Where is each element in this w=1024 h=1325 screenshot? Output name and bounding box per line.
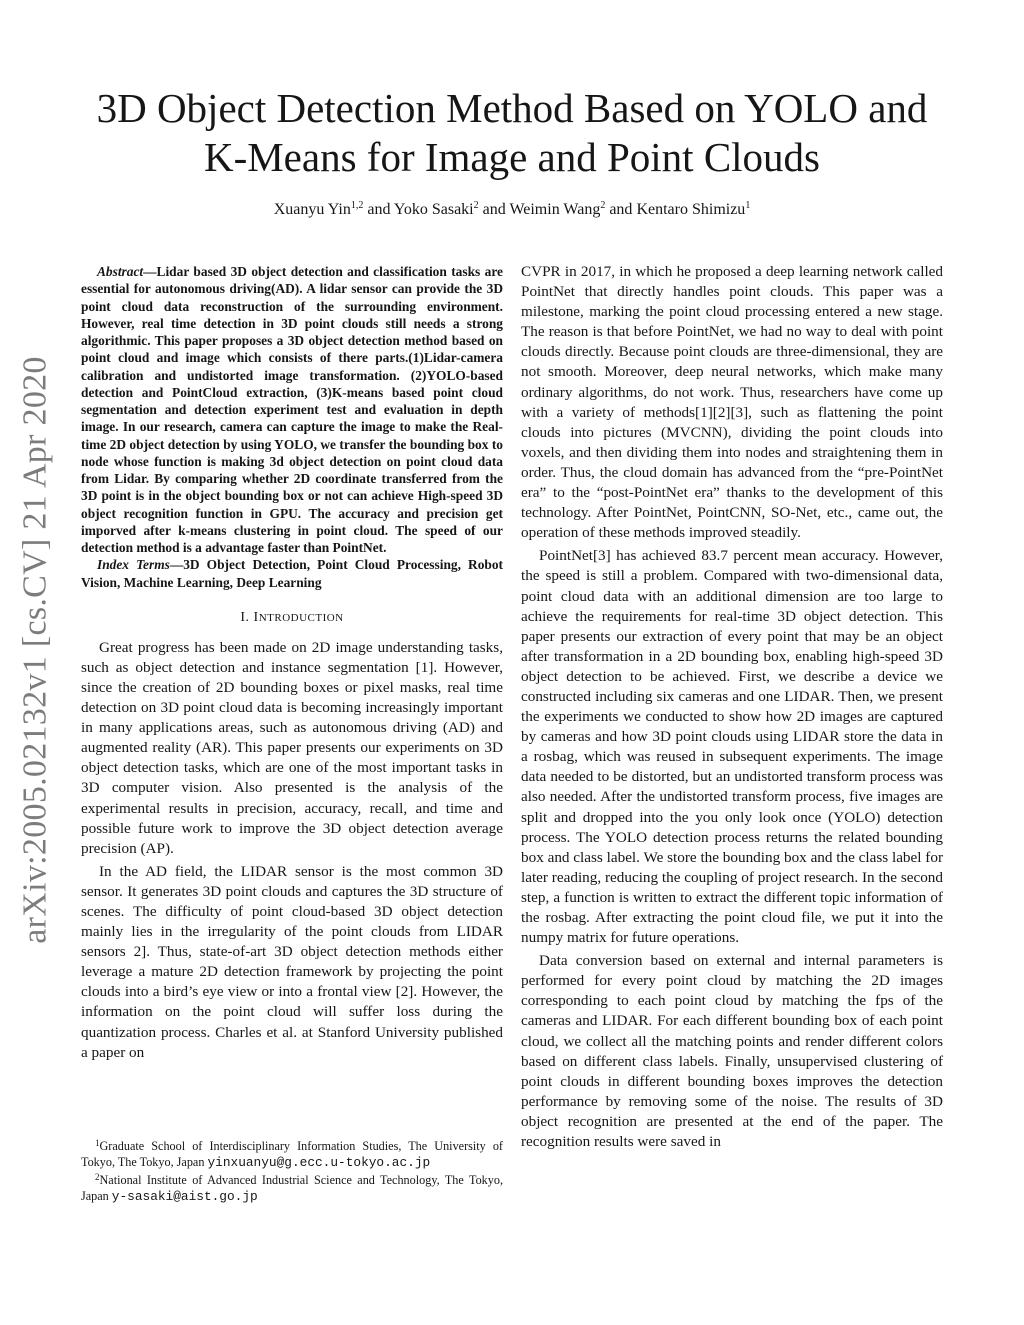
paragraph: PointNet[3] has achieved 83.7 percent mean accuracy. However, the speed is still a problem. Compared with two-dimensional data, point cloud data with an additional dimension are too large to achieve the requirements for real-time 3D object detection. This paper presents our extraction of every point that may be an object after transformation in a 2D bounding box, enabling high-speed 3D object detection to be achieved. First, we describe a device we constructed including six cameras and one LIDAR. Then, we present the experiments we conducted to show how 2D images are captured by cameras and how 3D point clouds using LIDAR store the data in a rosbag, which was reused in subsequent experiments. The image data needed to be distorted, but an undistorted transform process was also needed. After the undistorted transform process, five images are split and dropped into the you only look once (YOLO) detection process. The YOLO detection process returns the related bounding box and class label. We store the bounding box and the class label for later reading, reducing the coupling of project research. In the second step, a function is written to extract the different topic information of the rosbag. After extracting the point cloud file, we put it into the numpy matrix for future operations.	[521, 547, 943, 947]
paragraph: In the AD field, the LIDAR sensor is the most common 3D sensor. It generates 3D point clouds and captures the 3D structure of scenes. The difficulty of point cloud-based 3D object detection mainly lies in the irregularity of the point clouds from LIDAR sensors 2]. Thus, state-of-art 3D object detection methods either leverage a mature 2D detection framework by projecting the point clouds into a bird’s eye view or into a frontal view [2]. However, the information on the point cloud will suffer loss during the quantization process. Charles et al. at Stanford University published a paper on	[81, 862, 503, 1061]
section-title-rest: NTRODUCTION	[258, 611, 344, 624]
author-4-affiliation: 1	[745, 200, 751, 211]
paragraph: Data conversion based on external and internal parameters is performed for every point cloud by matching the 2D images corresponding to each point cloud by matching the fps of the cameras and LIDAR. For each different bounding box of each point cloud, we collect all the matching points and render different colors based on different class labels. Finally, unsupervised clustering of point clouds in different bounding boxes improves the detection performance by removing some of the noise. The results of 3D object recognition are presented at the end of the paper. The recognition results were saved in	[521, 952, 943, 1151]
arxiv-id-text: arXiv:2005.02132v1 [cs.CV] 21 Apr 2020	[17, 356, 54, 944]
author-1-affiliation: 1,2	[350, 200, 364, 211]
abstract-label: Abstract	[97, 264, 144, 279]
footnote-1	[81, 1138, 503, 1172]
section-heading-introduction	[81, 610, 503, 626]
index-terms-text: —3D Object Detection, Point Cloud Processing, Robot Vision, Machine Learning, Deep Learning	[81, 557, 503, 590]
footnote-1-text: Graduate School of Interdisciplinary Information Studies, The University of Tokyo, The Tokyo, Japan	[81, 1139, 503, 1170]
section-numeral: I.	[240, 609, 254, 625]
index-terms	[81, 556, 503, 591]
paragraph: Great progress has been made on 2D image understanding tasks, such as object detection and instance segmentation [1]. However, since the creation of 2D bounding boxes or pixel masks, real time detection on 3D point cloud data is becoming increasingly important in many applications areas, such as autonomous driving (AD) and augmented reality (AR). This paper presents our experiments on 3D object detection tasks, which are one of the most important tasks in 3D computer vision. Also presented is the analysis of the experimental results in precision, accuracy, recall, and time and possible future work to improve the 3D object detection average precision (AP).	[81, 638, 503, 857]
author-1: Xuanyu Yin	[273, 201, 351, 218]
paper-title	[60, 84, 964, 182]
abstract-text: —Lidar based 3D object detection and classification tasks are essential for autonomous driving(AD). A lidar sensor can provide the 3D point cloud data reconstruction of the surrounding environment. However, real time detection in 3D point clouds still needs a strong algorithmic. This paper proposes a 3D object detection method based on point cloud and image which consists of there parts.(1)Lidar-camera calibration and undistorted image transformation. (2)YOLO-based detection and PointCloud extraction, (3)K-means based point cloud segmentation and detection experiment test and evaluation in depth image. In our research, camera can capture the image to make the Real-time 2D object detection by using YOLO, we transfer the bounding box to node whose function is making 3d object detection on point cloud data from Lidar. By comparing whether 2D coordinate transferred from the 3D point is in the object bounding box or not can achieve High-speed 3D object recognition function in GPU. The accuracy and precision get imporved after k-means clustering in point cloud. The speed of our detection method is a advantage faster than PointNet.	[81, 264, 503, 555]
paragraph: CVPR in 2017, in which he proposed a deep learning network called PointNet that directly handles point clouds. This paper was a milestone, marking the point cloud processing entered a new stage. The reason is that before PointNet, we had no way to deal with point clouds directly. Because point clouds are three-dimensional, they are not smooth. Moreover, deep neural networks, which make many ordinary algorithms, do not work. Thus, researchers have come up with a variety of methods[1][2][3], such as flattening the point clouds into pictures (MVCNN), dividing the point clouds into voxels, and then dividing them into nodes and straightening them in order. Thus, the cloud domain has advanced from the “pre-PointNet era” to the “post-PointNet era” thanks to the development of this technology. After PointNet, PointCNN, SO-Net, etc., came out, the operation of these methods improved steadily.	[521, 263, 943, 542]
left-column	[81, 263, 503, 1063]
author-2-affiliation: 2	[473, 200, 479, 211]
section-first-letter: I	[253, 609, 259, 625]
author-separator: and	[605, 201, 637, 218]
author-separator: and	[478, 201, 510, 218]
footnote-2-text: National Institute of Advanced Industrial Science and Technology, The Tokyo, Japan	[81, 1172, 503, 1204]
abstract	[81, 263, 503, 556]
author-separator: and	[363, 201, 394, 218]
footnotes	[81, 1138, 503, 1206]
title-line-1: 3D Object Detection Method Based on YOLO and	[96, 85, 928, 131]
author-list	[60, 201, 964, 219]
author-3: Weimin Wang	[509, 201, 601, 218]
author-4: Kentaro Shimizu	[636, 201, 746, 218]
footnote-2-mark: 2	[95, 1171, 100, 1182]
title-line-2: K-Means for Image and Point Clouds	[203, 134, 821, 180]
author-2: Yoko Sasaki	[393, 201, 474, 218]
footnote-2	[81, 1172, 503, 1206]
footnote-1-email: yinxuanyu@g.ecc.u-tokyo.ac.jp	[207, 1155, 431, 1171]
author-3-affiliation: 2	[600, 200, 606, 211]
footnote-2-email: y-sasaki@aist.go.jp	[111, 1189, 258, 1205]
right-column	[521, 262, 943, 1152]
footnote-1-mark: 1	[95, 1138, 100, 1148]
index-terms-label: Index Terms	[97, 557, 170, 573]
arxiv-identifier-stamp	[14, 350, 58, 950]
